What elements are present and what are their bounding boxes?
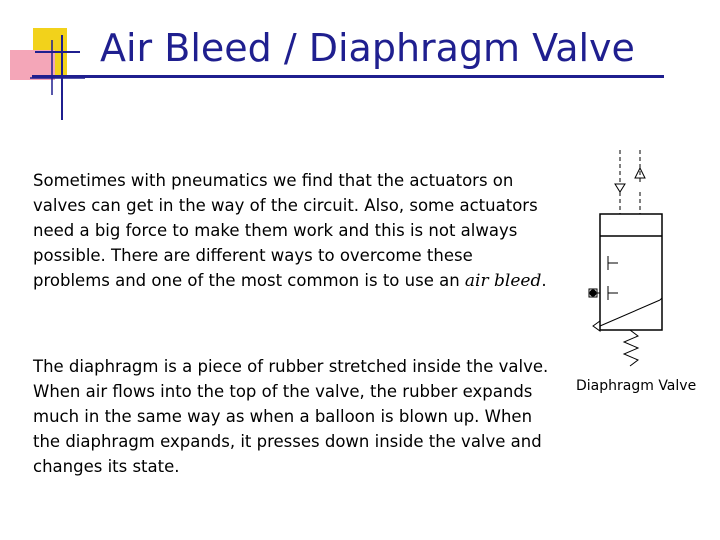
title-underline — [32, 75, 664, 78]
paragraph-intro-end: . — [541, 271, 547, 290]
paragraph-intro-text: Sometimes with pneumatics we find that the actuators on valves can get in the way of the circuit. Also, some actuators need a big force to make them work and this is not always possible. There are different ways to overcome these problems and one of the most common is to use an — [33, 171, 538, 290]
slide-title: Air Bleed / Diaphragm Valve — [100, 26, 635, 70]
symbol-caption: Diaphragm Valve — [576, 378, 697, 394]
paragraph-diaphragm: The diaphragm is a piece of rubber stretched inside the valve. When air flows into the top of the valve, the rubber expands much in the same way as when a balloon is blown up. When the diaphragm expands, it presses down inside the valve and changes its state. — [33, 357, 549, 476]
diaphragm-valve-symbol — [580, 148, 670, 378]
paragraph-intro — [33, 168, 553, 294]
decorative-corner-graphic — [0, 0, 100, 130]
air-bleed-emphasis: air bleed — [464, 271, 542, 291]
